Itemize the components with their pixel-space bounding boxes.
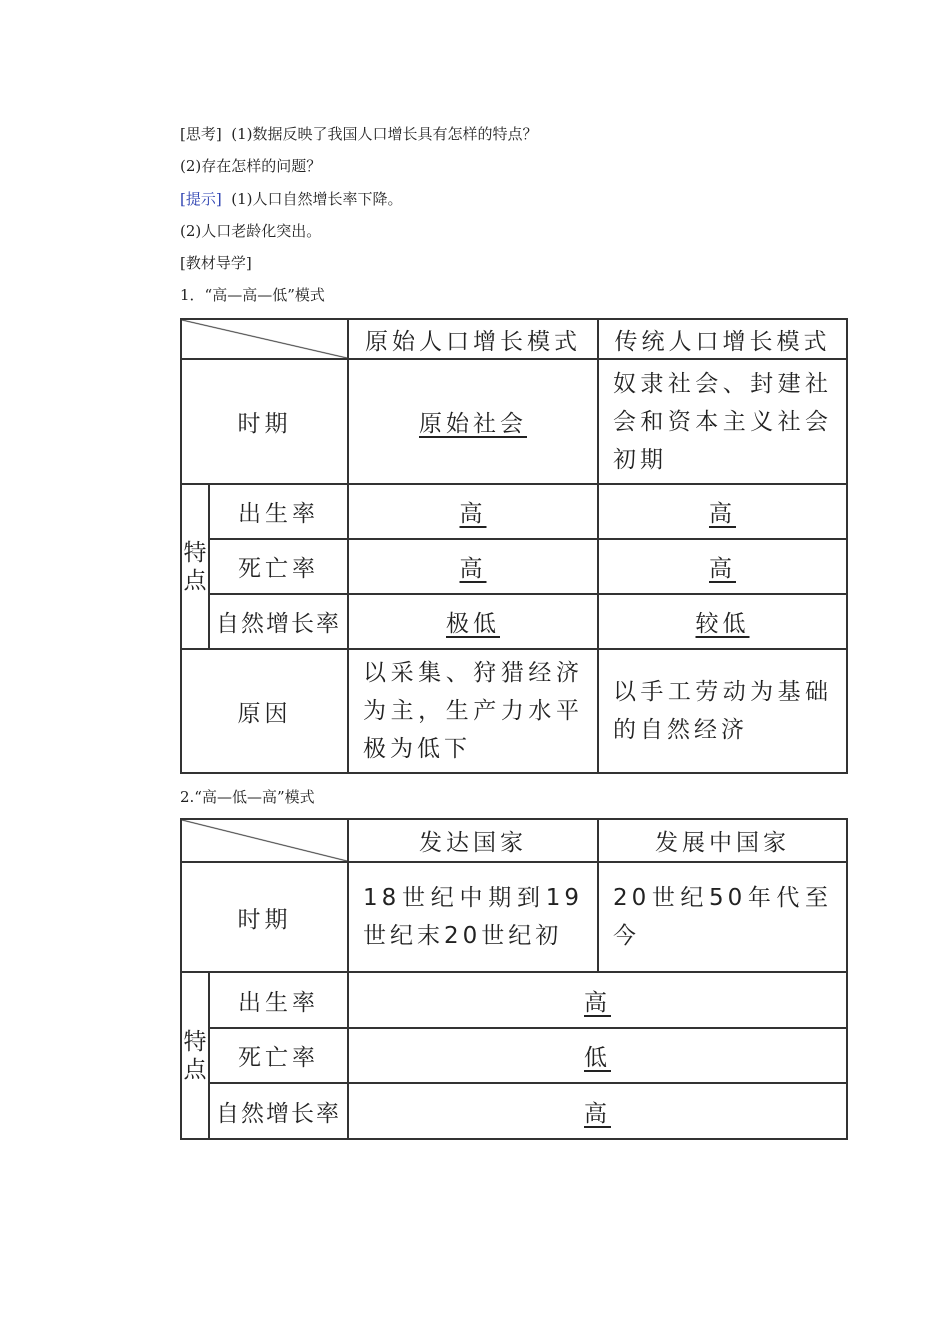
period-developed — [348, 862, 598, 972]
period-developing-text: 20世纪50年代至今 — [613, 885, 832, 949]
header-developed: 发达国家 — [348, 819, 598, 862]
hint-answer-2: (2)人口老龄化突出。 — [180, 222, 322, 240]
reason-primitive-text: 以采集、狩猎经济为主，生产力水平极为低下 — [363, 660, 583, 762]
corner-cell-2 — [181, 819, 348, 862]
death-traditional-text: 高 — [709, 556, 736, 582]
model-table-1 — [180, 318, 848, 774]
reason-traditional — [598, 649, 847, 773]
period-traditional — [598, 359, 847, 484]
birth-value — [348, 972, 847, 1028]
model-table-2 — [180, 818, 848, 1140]
row-label-reason: 原因 — [181, 649, 348, 773]
row-label-death: 死亡率 — [209, 539, 348, 594]
death-primitive-text: 高 — [459, 556, 487, 582]
death-value-text: 低 — [584, 1045, 611, 1071]
birth-value-text: 高 — [584, 989, 611, 1016]
death-value — [348, 1028, 847, 1083]
row-label-natural: 自然增长率 — [209, 594, 348, 649]
natural-value — [348, 1083, 847, 1139]
death-primitive — [348, 539, 598, 594]
natural-primitive-text: 极低 — [446, 611, 500, 637]
death-traditional — [598, 539, 847, 594]
period-primitive — [348, 359, 598, 484]
header-developing: 发展中国家 — [598, 819, 847, 862]
row-label-death-2: 死亡率 — [209, 1028, 348, 1083]
features-label-text: 特点 — [183, 539, 207, 594]
birth-primitive — [348, 484, 598, 539]
think-tag: [思考] — [180, 125, 222, 143]
section1-title: 1．“高—高—低”模式 — [180, 286, 325, 304]
row-label-natural-2: 自然增长率 — [209, 1083, 348, 1139]
birth-primitive-text: 高 — [459, 501, 487, 527]
period-primitive-text: 原始社会 — [419, 411, 527, 437]
hint-tag: [提示] — [180, 190, 222, 208]
row-label-birth-2: 出生率 — [209, 972, 348, 1028]
row-label-period-2: 时期 — [181, 862, 348, 972]
header-primitive: 原始人口增长模式 — [348, 319, 598, 359]
think-question-2: (2)存在怎样的问题？ — [180, 157, 322, 175]
think-line-1 — [180, 124, 538, 144]
features-label-2 — [181, 972, 209, 1139]
natural-value-text: 高 — [584, 1100, 611, 1127]
header-traditional: 传统人口增长模式 — [598, 319, 847, 359]
birth-traditional-text: 高 — [709, 501, 736, 527]
period-developed-text: 18世纪中期到19世纪末20世纪初 — [363, 885, 583, 949]
think-question-1: (1)数据反映了我国人口增长具有怎样的特点？ — [231, 125, 538, 143]
natural-traditional-text: 较低 — [695, 611, 750, 637]
corner-cell — [181, 319, 348, 359]
period-developing — [598, 862, 847, 972]
section2-title: 2.“高—低—高”模式 — [180, 788, 315, 806]
features-label — [181, 484, 209, 649]
reason-primitive — [348, 649, 598, 773]
natural-primitive — [348, 594, 598, 649]
reason-traditional-text: 以手工劳动为基础的自然经济 — [613, 679, 832, 743]
hint-answer-1: (1)人口自然增长率下降。 — [231, 190, 403, 208]
features-label-2-text: 特点 — [183, 1028, 207, 1083]
birth-traditional — [598, 484, 847, 539]
guide-heading: [教材导学] — [180, 254, 252, 272]
natural-traditional — [598, 594, 847, 649]
hint-line-1 — [180, 189, 403, 209]
row-label-birth: 出生率 — [209, 484, 348, 539]
period-traditional-text: 奴隶社会、封建社会和资本主义社会初期 — [613, 370, 832, 473]
row-label-period: 时期 — [181, 359, 348, 484]
